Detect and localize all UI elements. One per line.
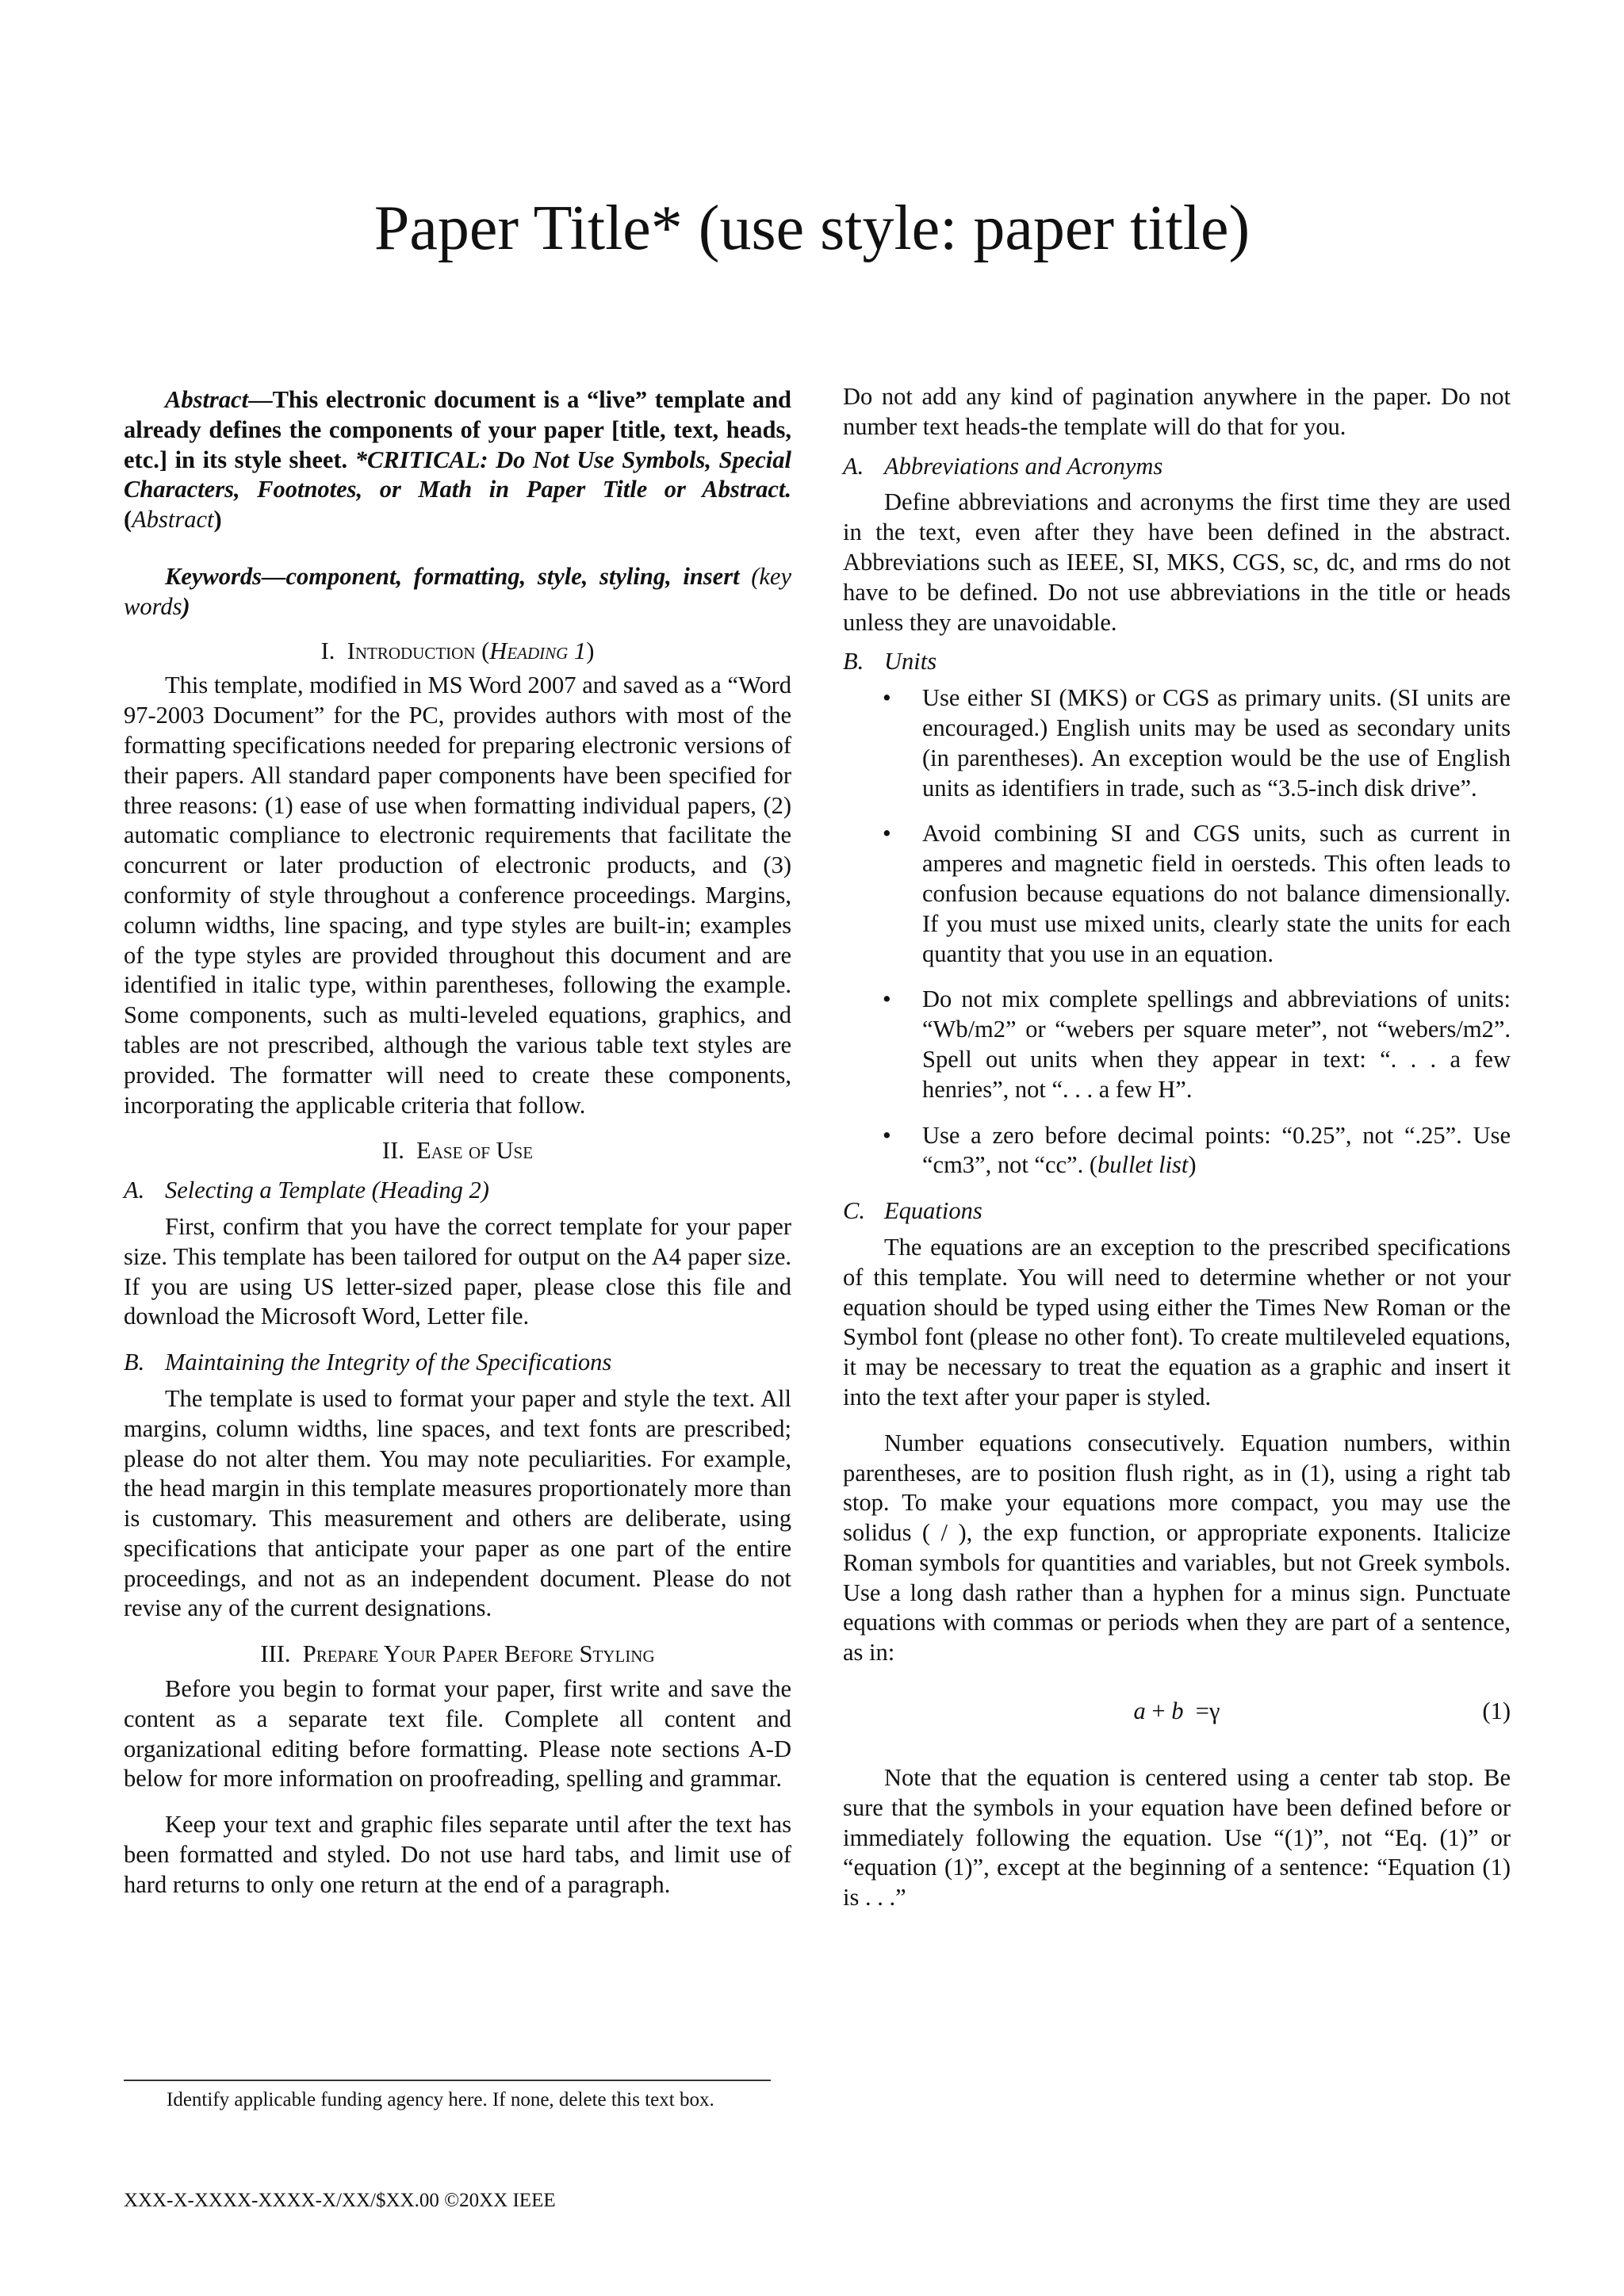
intro-paragraph: This template, modified in MS Word 2007 and saved as a “Word 97-2003 Document” for the PC, provides authors with most of the formatting specifications needed for preparing electronic versions of their papers. All standard paper components have been specified for three reasons: (1) ease of use when formatting individual papers, (2) automatic compliance to electronic requirements that facilitate the concurrent or later production of electronic products, and (3) conformity of style throughout a conference proceedings. Margins, column widths, line spacing, and type styles are built-in; examples of the type styles are provided throughout this document and are identified in italic type, within parentheses, following the example. Some components, such as multi-leveled equations, graphics, and tables are not prescribed, although the various table text styles are provided. The formatter will need to create these components, incorporating the applicable criteria that follow. [124, 672, 791, 1119]
subheading-title: Maintaining the Integrity of the Specifications [165, 1349, 612, 1376]
list-item-text: Use either SI (MKS) or CGS as primary units. (SI units are encouraged.) English units may be used as secondary units (in parentheses). An exception would be the use of English units as identifiers in trade, such as “3.5-inch disk drive”. [922, 684, 1511, 802]
subheading-units [843, 647, 1511, 677]
subheading-number: A. [124, 1177, 145, 1204]
heading-number: III. [260, 1640, 291, 1668]
equations-paragraph-2: Number equations consecutively. Equation numbers, within parentheses, are to position flush right, as in (1), using a right tab stop. To make your equations more compact, you may use the solidus ( / ), the exp function, or appropriate exponents. Italicize Roman symbols for quantities and variables, but not Greek symbols. Use a long dash rather than a hyphen for a minus sign. Punctuate equations with commas or periods when they are part of a sentence, as in: [843, 1429, 1511, 1667]
bullet-icon: • [883, 985, 891, 1013]
left-column [124, 382, 791, 1900]
subheading-number: B. [843, 648, 864, 675]
abstract: Abstract—This electronic document is a “live” template and already defines the components of your paper [title, text, heads, etc.] in its style sheet. *CRITICAL: Do Not Use Symbols, Special Characters, Footnotes, or Math in Paper Title or Abstract. (Abstract) [124, 386, 792, 534]
heading-title: Introduction [347, 637, 476, 664]
heading-style-tag: Heading 1 [489, 637, 587, 664]
heading-number: I. [320, 637, 335, 664]
subheading-abbreviations [843, 452, 1511, 482]
subheading-number: C. [843, 1197, 865, 1225]
copyright-footer: XXX-X-XXXX-XXXX-X/XX/$XX.00 ©20XX IEEE [124, 2190, 556, 2211]
heading-ease-of-use [124, 1136, 791, 1166]
subheading-title: Selecting a Template (Heading 2) [165, 1177, 489, 1204]
integrity-paragraph: The template is used to format your paper and style the text. All margins, column widths, line spaces, and text fonts are prescribed; please do not alter them. You may note peculiarities. For example, the head margin in this template measures proportionately more than is customary. This measurement and others are deliberate, using specifications that anticipate your paper as one part of the entire proceedings, and not as an independent document. Please do not revise any of the current designations. [124, 1384, 791, 1622]
list-item [843, 985, 1511, 1104]
heading-title: Ease of Use [416, 1137, 534, 1165]
bullet-icon: • [883, 684, 891, 712]
units-bullet-list [843, 683, 1511, 1181]
heading-title: Prepare Your Paper Before Styling [302, 1640, 655, 1668]
subheading-selecting-template [124, 1176, 791, 1206]
subheading-number: A. [843, 452, 864, 480]
prepare-paragraph-2: Keep your text and graphic files separate until after the text has been formatted and styled. Do not use hard tabs, and limit use of hard returns to only one return at the end of a paragraph. [124, 1811, 791, 1898]
equation-1 [843, 1697, 1511, 1728]
subheading-title: Units [884, 648, 937, 675]
bullet-icon: • [883, 820, 891, 848]
right-column [843, 382, 1511, 1913]
list-item [843, 683, 1511, 803]
prepare-paragraph-3: Do not add any kind of pagination anywhere in the paper. Do not number text heads-the template will do that for you. [843, 383, 1511, 440]
paper-title: Paper Title* (use style: paper title) [373, 193, 1251, 263]
footnote: Identify applicable funding agency here. If none, delete this text box. [167, 2089, 714, 2110]
equations-paragraph-3: Note that the equation is centered using a center tab stop. Be sure that the symbols in your equation have been defined before or immediately following the equation. Use “(1)”, not “Eq. (1)” or “equation (1)”, except at the beginning of a sentence: “Equation (1) is . . .” [843, 1764, 1511, 1911]
abstract-dash: — [248, 386, 273, 413]
subheading-title: Abbreviations and Acronyms [884, 452, 1163, 480]
abbreviations-paragraph: Define abbreviations and acronyms the first time they are used in the text, even after they have been defined in the abstract. Abbreviations such as IEEE, SI, MKS, CGS, sc, dc, and rms do not have to be defined. Do not use abbreviations in the title or heads unless they are unavoidable. [843, 488, 1511, 636]
keywords-style-tag: key words [124, 562, 792, 620]
bullet-icon: • [883, 1121, 891, 1149]
equation-number: (1) [1482, 1697, 1511, 1725]
keywords: Keywords—component, formatting, style, styling, insert (key words) [124, 562, 792, 620]
abstract-style-tag: Abstract [132, 506, 214, 534]
list-item-text: Do not mix complete spellings and abbreviations of units: “Wb/m2” or “webers per square meter”, not “webers/m2”. Spell out units when they appear in text: “. . . a few henries”, not “. . . a few H”. [922, 985, 1511, 1103]
keywords-text: Keywords—component, formatting, style, styling, insert [165, 562, 740, 590]
list-item-text: Use a zero before decimal points: “0.25”, not “.25”. Use “cm3”, not “cc”. [922, 1121, 1511, 1179]
abstract-critical: *CRITICAL: Do Not Use Symbols, Special Characters, Footnotes, or Math in Paper Title or Abstract. [124, 446, 792, 503]
equations-paragraph-1: The equations are an exception to the prescribed specifications of this template. You will need to determine whether or not your equation should be typed using either the Times New Roman or the Symbol font (please no other font). To create multileveled equations, it may be necessary to treat the equation as a graphic and insert it into the text after your paper is styled. [843, 1233, 1511, 1410]
bullet-style-tag: bullet list [1097, 1151, 1189, 1179]
abstract-label: Abstract [165, 386, 249, 413]
prepare-paragraph-1: Before you begin to format your paper, first write and save the content as a separate text file. Complete all content and organizational editing before formatting. Please note sections A-D below for more information on proofreading, spelling and grammar. [124, 1675, 791, 1793]
selecting-template-paragraph: First, confirm that you have the correct template for your paper size. This template has been tailored for output on the A4 paper size. If you are using US letter-sized paper, please close this file and download the Microsoft Word, Letter file. [124, 1212, 791, 1330]
list-item-text: Avoid combining SI and CGS units, such as current in amperes and magnetic field in oersteds. This often leads to confusion because equations do not balance dimensionally. If you must use mixed units, clearly state the units for each quantity that you use in an equation. [922, 820, 1511, 967]
list-item [843, 819, 1511, 969]
heading-introduction: I. Introduction (Heading 1) [320, 637, 595, 664]
heading-prepare-paper [124, 1640, 791, 1670]
subheading-equations [843, 1196, 1511, 1226]
footnote-divider [124, 2080, 771, 2081]
heading-number: II. [381, 1137, 404, 1165]
subheading-number: B. [124, 1349, 145, 1376]
equation-body: a + b =γ [1133, 1697, 1220, 1725]
subheading-integrity [124, 1348, 791, 1378]
subheading-title: Equations [884, 1197, 982, 1225]
list-item: • Use a zero before decimal points: “0.25”, not “.25”. Use “cm3”, not “cc”. (bullet list) [883, 1121, 1511, 1179]
abstract-text: This electronic document is a “live” template and already defines the components of your paper [title, text, heads, etc.] in its style sheet. [124, 386, 791, 473]
